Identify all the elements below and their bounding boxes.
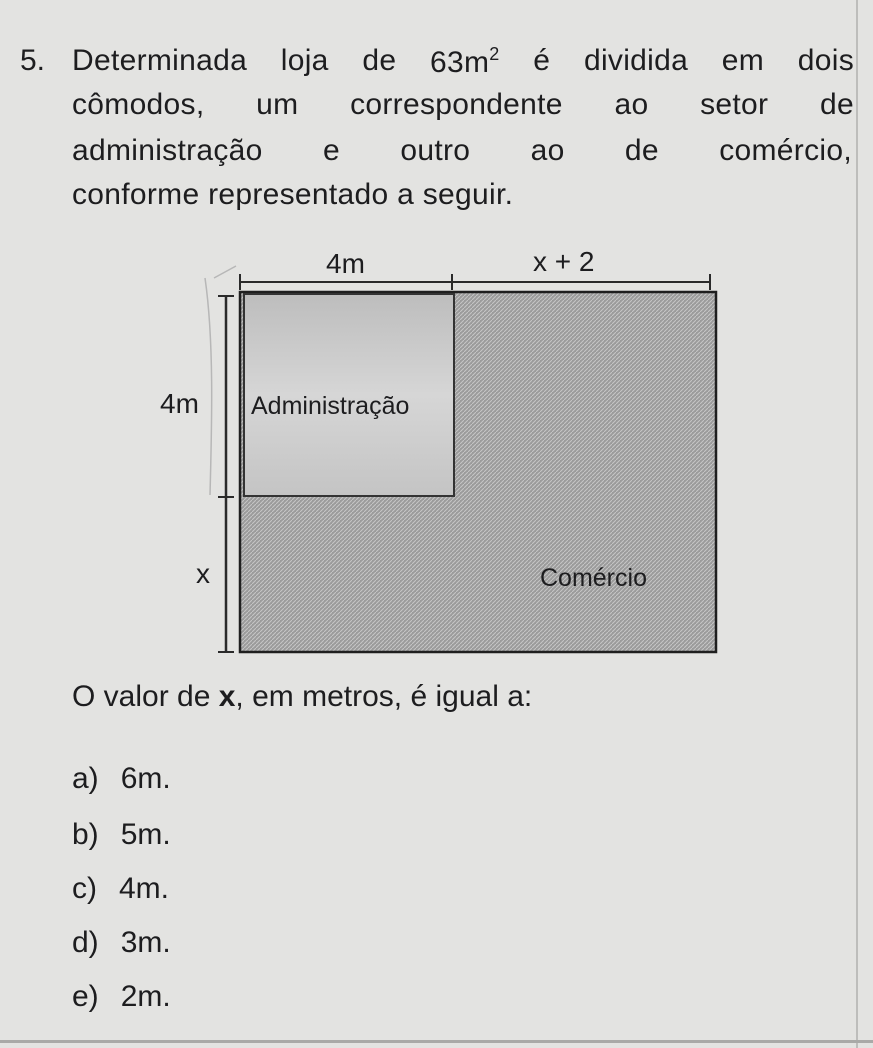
left-top-dimension-label: 4m bbox=[160, 388, 199, 419]
left-bottom-dimension-label: x bbox=[196, 558, 210, 589]
word: Determinada bbox=[72, 44, 248, 77]
word: e bbox=[323, 134, 340, 167]
word: um bbox=[256, 88, 299, 121]
option-value: 2m. bbox=[120, 980, 171, 1013]
word: de bbox=[624, 134, 659, 167]
option-value: 3m. bbox=[120, 926, 171, 959]
question-number: 5. bbox=[20, 44, 46, 77]
word: é bbox=[533, 44, 551, 77]
option-c[interactable] bbox=[72, 872, 169, 906]
option-letter: a) bbox=[72, 762, 99, 795]
top-left-dimension-label: 4m bbox=[326, 248, 365, 279]
option-letter: e) bbox=[72, 980, 99, 1013]
word: administração bbox=[72, 134, 263, 167]
option-e[interactable] bbox=[72, 980, 171, 1014]
pencil-mark bbox=[205, 278, 212, 495]
word: cômodos, bbox=[72, 88, 205, 121]
prompt-variable: x bbox=[218, 680, 236, 713]
word: setor bbox=[700, 88, 769, 121]
question-line-4: conforme representado a seguir. bbox=[72, 178, 514, 211]
word: loja bbox=[280, 44, 329, 77]
prompt-before: O valor de bbox=[72, 680, 219, 713]
word: outro bbox=[400, 134, 471, 167]
option-value: 4m. bbox=[119, 872, 170, 905]
pencil-mark bbox=[214, 266, 236, 278]
word: dividida bbox=[583, 44, 689, 77]
word: comércio, bbox=[719, 134, 852, 167]
option-letter: c) bbox=[72, 872, 97, 905]
option-d[interactable] bbox=[72, 926, 171, 960]
option-a[interactable] bbox=[72, 762, 171, 796]
option-value: 5m. bbox=[120, 818, 171, 851]
word: em bbox=[721, 44, 765, 77]
option-letter: d) bbox=[72, 926, 99, 959]
word: correspondente bbox=[350, 88, 563, 121]
area-superscript: 2 bbox=[489, 44, 500, 64]
administration-label: Administração bbox=[251, 392, 410, 420]
word: dois bbox=[797, 44, 854, 77]
word: ao bbox=[614, 88, 649, 121]
question-prompt bbox=[72, 680, 532, 714]
area-number: 63m bbox=[430, 46, 490, 79]
option-letter: b) bbox=[72, 818, 99, 851]
word: de bbox=[362, 44, 397, 77]
commerce-label: Comércio bbox=[540, 564, 647, 592]
top-right-dimension-label: x + 2 bbox=[533, 246, 595, 277]
prompt-after: , em metros, é igual a: bbox=[235, 680, 533, 713]
bottom-edge bbox=[0, 1040, 873, 1043]
option-b[interactable] bbox=[72, 818, 171, 852]
word: ao bbox=[530, 134, 565, 167]
option-value: 6m. bbox=[120, 762, 171, 795]
word: de bbox=[819, 88, 854, 121]
